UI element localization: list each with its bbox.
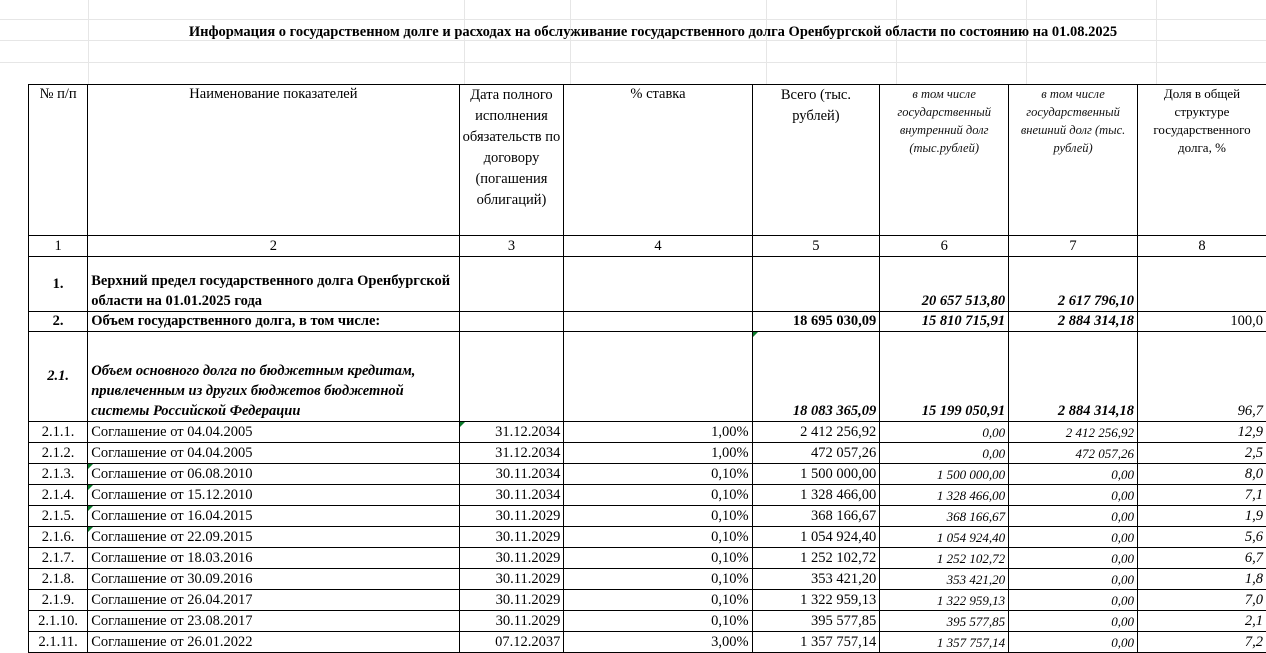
row-share bbox=[1137, 257, 1266, 312]
row-rate: 0,10% bbox=[564, 485, 752, 506]
row-internal: 15 810 715,91 bbox=[880, 312, 1009, 332]
row-share: 6,7 bbox=[1137, 548, 1266, 569]
agreement-row bbox=[29, 422, 1266, 443]
column-number: 6 bbox=[880, 236, 1009, 257]
row-date: 30.11.2029 bbox=[459, 506, 564, 527]
agreement-row bbox=[29, 527, 1266, 548]
row-external: 0,00 bbox=[1009, 527, 1138, 548]
row-total: 18 083 365,09 bbox=[752, 332, 880, 422]
row-total: 368 166,67 bbox=[752, 506, 880, 527]
row-number: 2.1.7. bbox=[29, 548, 88, 569]
column-number: 1 bbox=[29, 236, 88, 257]
row-number: 2.1.5. bbox=[29, 506, 88, 527]
agreement-row bbox=[29, 464, 1266, 485]
row-external: 0,00 bbox=[1009, 611, 1138, 632]
row-date: 30.11.2034 bbox=[459, 485, 564, 506]
row-name: Соглашение от 04.04.2005 bbox=[88, 422, 459, 443]
row-external: 0,00 bbox=[1009, 485, 1138, 506]
header-row bbox=[29, 85, 1266, 236]
row-rate: 1,00% bbox=[564, 422, 752, 443]
row-external: 0,00 bbox=[1009, 590, 1138, 611]
agreement-row bbox=[29, 506, 1266, 527]
row-internal: 1 357 757,14 bbox=[880, 632, 1009, 653]
row-internal: 353 421,20 bbox=[880, 569, 1009, 590]
row-rate: 0,10% bbox=[564, 611, 752, 632]
row-internal: 1 252 102,72 bbox=[880, 548, 1009, 569]
row-share: 7,0 bbox=[1137, 590, 1266, 611]
row-date bbox=[459, 257, 564, 312]
budget-credits-row bbox=[29, 332, 1266, 422]
column-number: 7 bbox=[1009, 236, 1138, 257]
row-name: Соглашение от 26.04.2017 bbox=[88, 590, 459, 611]
row-rate: 0,10% bbox=[564, 506, 752, 527]
row-name: Объем основного долга по бюджетным кредитам, привлеченным из других бюджетов бюджетной системы Российской Федерации bbox=[88, 332, 459, 422]
row-internal: 20 657 513,80 bbox=[880, 257, 1009, 312]
row-name: Соглашение от 23.08.2017 bbox=[88, 611, 459, 632]
row-number: 2.1.8. bbox=[29, 569, 88, 590]
row-name: Соглашение от 15.12.2010 bbox=[88, 485, 459, 506]
row-date: 30.11.2029 bbox=[459, 611, 564, 632]
row-external: 2 617 796,10 bbox=[1009, 257, 1138, 312]
row-date bbox=[459, 332, 564, 422]
header-date: Дата полного исполнения обязательств по договору (погашения облигаций) bbox=[459, 85, 564, 236]
row-share: 96,7 bbox=[1137, 332, 1266, 422]
row-name: Соглашение от 16.04.2015 bbox=[88, 506, 459, 527]
row-internal: 395 577,85 bbox=[880, 611, 1009, 632]
row-total: 1 328 466,00 bbox=[752, 485, 880, 506]
row-name: Соглашение от 30.09.2016 bbox=[88, 569, 459, 590]
row-share: 7,1 bbox=[1137, 485, 1266, 506]
row-share: 2,1 bbox=[1137, 611, 1266, 632]
row-external: 0,00 bbox=[1009, 632, 1138, 653]
row-rate: 0,10% bbox=[564, 464, 752, 485]
row-rate bbox=[564, 332, 752, 422]
row-total: 395 577,85 bbox=[752, 611, 880, 632]
header-number: № п/п bbox=[29, 85, 88, 236]
row-date bbox=[459, 312, 564, 332]
agreement-row bbox=[29, 632, 1266, 653]
row-name: Соглашение от 26.01.2022 bbox=[88, 632, 459, 653]
row-internal: 1 328 466,00 bbox=[880, 485, 1009, 506]
row-rate bbox=[564, 257, 752, 312]
page-title: Информация о государственном долге и расходах на обслуживание государственного долга Оренбургской области по состоянию на 01.08.2025 bbox=[0, 24, 1266, 41]
row-internal: 1 322 959,13 bbox=[880, 590, 1009, 611]
debt-table bbox=[28, 84, 1266, 653]
row-external: 0,00 bbox=[1009, 464, 1138, 485]
row-number: 2.1.1. bbox=[29, 422, 88, 443]
row-number: 2.1.2. bbox=[29, 443, 88, 464]
agreement-row bbox=[29, 548, 1266, 569]
debt-ceiling-row bbox=[29, 257, 1266, 312]
row-name: Соглашение от 22.09.2015 bbox=[88, 527, 459, 548]
row-internal: 0,00 bbox=[880, 422, 1009, 443]
row-external: 2 884 314,18 bbox=[1009, 312, 1138, 332]
column-number: 4 bbox=[564, 236, 752, 257]
row-total: 18 695 030,09 bbox=[752, 312, 880, 332]
row-internal: 1 054 924,40 bbox=[880, 527, 1009, 548]
row-rate: 0,10% bbox=[564, 548, 752, 569]
row-total: 1 500 000,00 bbox=[752, 464, 880, 485]
row-name: Соглашение от 06.08.2010 bbox=[88, 464, 459, 485]
row-number: 2.1.6. bbox=[29, 527, 88, 548]
row-number: 2.1.11. bbox=[29, 632, 88, 653]
row-number: 2.1.9. bbox=[29, 590, 88, 611]
row-number: 2.1.10. bbox=[29, 611, 88, 632]
row-total: 2 412 256,92 bbox=[752, 422, 880, 443]
row-total: 1 054 924,40 bbox=[752, 527, 880, 548]
row-rate: 0,10% bbox=[564, 569, 752, 590]
row-total: 1 252 102,72 bbox=[752, 548, 880, 569]
row-date: 30.11.2034 bbox=[459, 464, 564, 485]
header-name: Наименование показателей bbox=[88, 85, 459, 236]
row-share: 1,8 bbox=[1137, 569, 1266, 590]
row-internal: 15 199 050,91 bbox=[880, 332, 1009, 422]
row-name: Соглашение от 18.03.2016 bbox=[88, 548, 459, 569]
row-date: 30.11.2029 bbox=[459, 527, 564, 548]
column-number: 2 bbox=[88, 236, 459, 257]
row-date: 30.11.2029 bbox=[459, 548, 564, 569]
agreement-row bbox=[29, 443, 1266, 464]
row-rate: 1,00% bbox=[564, 443, 752, 464]
row-date: 30.11.2029 bbox=[459, 590, 564, 611]
row-rate: 3,00% bbox=[564, 632, 752, 653]
row-rate: 0,10% bbox=[564, 527, 752, 548]
row-date: 07.12.2037 bbox=[459, 632, 564, 653]
row-name: Верхний предел государственного долга Оренбургской области на 01.01.2025 года bbox=[88, 257, 459, 312]
header-rate: % ставка bbox=[564, 85, 752, 236]
row-total: 1 357 757,14 bbox=[752, 632, 880, 653]
row-date: 31.12.2034 bbox=[459, 443, 564, 464]
row-external: 2 884 314,18 bbox=[1009, 332, 1138, 422]
row-external: 0,00 bbox=[1009, 548, 1138, 569]
row-external: 472 057,26 bbox=[1009, 443, 1138, 464]
row-number: 2.1.3. bbox=[29, 464, 88, 485]
row-external: 0,00 bbox=[1009, 569, 1138, 590]
row-internal: 368 166,67 bbox=[880, 506, 1009, 527]
header-share: Доля в общей структуре государственного долга, % bbox=[1137, 85, 1266, 236]
column-number: 5 bbox=[752, 236, 880, 257]
row-total: 472 057,26 bbox=[752, 443, 880, 464]
row-name: Соглашение от 04.04.2005 bbox=[88, 443, 459, 464]
total-debt-row bbox=[29, 312, 1266, 332]
row-rate: 0,10% bbox=[564, 590, 752, 611]
row-external: 2 412 256,92 bbox=[1009, 422, 1138, 443]
column-number-row bbox=[29, 236, 1266, 257]
row-number: 1. bbox=[29, 257, 88, 312]
row-rate bbox=[564, 312, 752, 332]
row-number: 2.1.4. bbox=[29, 485, 88, 506]
column-number: 8 bbox=[1137, 236, 1266, 257]
row-total: 353 421,20 bbox=[752, 569, 880, 590]
row-date: 31.12.2034 bbox=[459, 422, 564, 443]
header-external: в том числе государственный внешний долг (тыс. рублей) bbox=[1009, 85, 1138, 236]
header-total: Всего (тыс. рублей) bbox=[752, 85, 880, 236]
header-internal: в том числе государственный внутренний долг (тыс.рублей) bbox=[880, 85, 1009, 236]
row-internal: 0,00 bbox=[880, 443, 1009, 464]
row-share: 12,9 bbox=[1137, 422, 1266, 443]
row-total: 1 322 959,13 bbox=[752, 590, 880, 611]
row-total bbox=[752, 257, 880, 312]
row-share: 1,9 bbox=[1137, 506, 1266, 527]
row-number: 2.1. bbox=[29, 332, 88, 422]
agreement-row bbox=[29, 485, 1266, 506]
agreement-row bbox=[29, 611, 1266, 632]
row-share: 2,5 bbox=[1137, 443, 1266, 464]
agreement-row bbox=[29, 590, 1266, 611]
column-number: 3 bbox=[459, 236, 564, 257]
row-number: 2. bbox=[29, 312, 88, 332]
row-share: 5,6 bbox=[1137, 527, 1266, 548]
row-share: 7,2 bbox=[1137, 632, 1266, 653]
agreement-row bbox=[29, 569, 1266, 590]
row-internal: 1 500 000,00 bbox=[880, 464, 1009, 485]
row-date: 30.11.2029 bbox=[459, 569, 564, 590]
agreement-rows bbox=[29, 422, 1266, 653]
row-external: 0,00 bbox=[1009, 506, 1138, 527]
row-share: 100,0 bbox=[1137, 312, 1266, 332]
row-name: Объем государственного долга, в том числе: bbox=[88, 312, 459, 332]
row-share: 8,0 bbox=[1137, 464, 1266, 485]
